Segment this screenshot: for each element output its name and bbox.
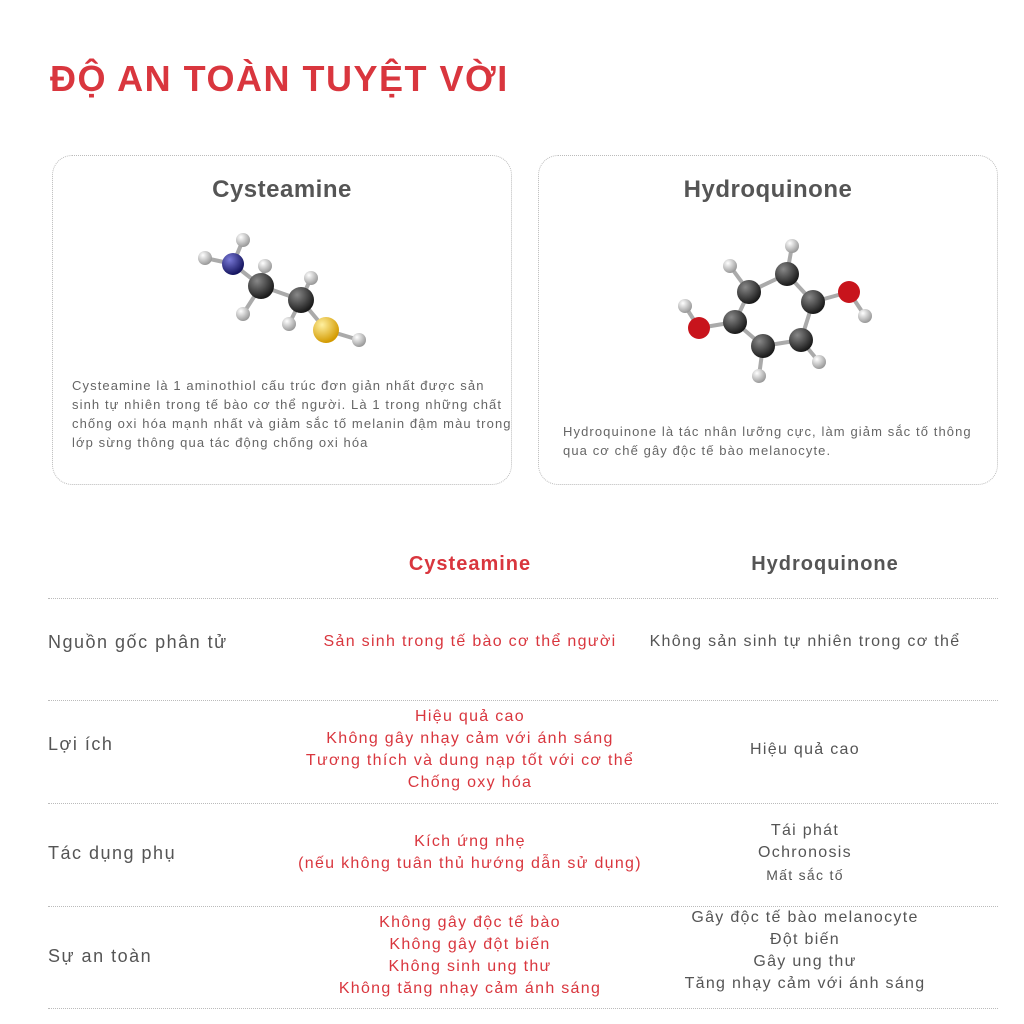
cell-line: Tái phát bbox=[770, 822, 840, 839]
hydroquinone-card-title: Hydroquinone bbox=[683, 176, 853, 203]
page-title: ĐỘ AN TOÀN TUYỆT VỜI bbox=[50, 58, 509, 99]
row-label: Sự an toàn bbox=[48, 945, 153, 966]
cell-line: Không tăng nhạy cảm ánh sáng bbox=[338, 980, 602, 997]
cell-line: Không gây độc tế bào bbox=[379, 914, 561, 931]
hydroquinone-cell bbox=[625, 805, 985, 901]
cysteamine-card bbox=[52, 155, 512, 485]
cell-line: Sản sinh trong tế bào cơ thể người bbox=[323, 633, 617, 650]
cysteamine-cell bbox=[265, 805, 675, 901]
cysteamine-cell bbox=[265, 702, 675, 798]
table-row-benefits bbox=[0, 702, 1024, 798]
hydroquinone-molecule-image bbox=[669, 234, 879, 394]
table-divider bbox=[48, 1008, 998, 1009]
cell-line: Chống oxy hóa bbox=[407, 774, 533, 791]
row-label: Lợi ích bbox=[48, 733, 114, 754]
cysteamine-cell bbox=[265, 906, 675, 1006]
table-row-molecule-origin bbox=[0, 605, 1024, 679]
table-row-safety bbox=[0, 906, 1024, 1006]
cell-line: Ochronosis bbox=[758, 844, 852, 861]
cell-line: (nếu không tuân thủ hướng dẫn sử dụng) bbox=[298, 855, 642, 872]
table-header-hydroquinone: Hydroquinone bbox=[751, 553, 899, 575]
hydroquinone-cell bbox=[625, 605, 985, 679]
row-label: Nguồn gốc phân tử bbox=[48, 631, 228, 652]
cell-line: Tương thích và dung nạp tốt với cơ thể bbox=[305, 752, 635, 769]
cell-line: Không gây đột biến bbox=[389, 936, 551, 953]
cysteamine-molecule-image bbox=[191, 228, 371, 358]
cell-line: Không gây nhạy cảm với ánh sáng bbox=[326, 730, 614, 747]
hydroquinone-cell bbox=[625, 906, 985, 996]
hydroquinone-cell bbox=[625, 702, 985, 798]
cell-line: Tăng nhạy cảm với ánh sáng bbox=[684, 975, 926, 992]
cell-line: Kích ứng nhẹ bbox=[414, 833, 526, 850]
cell-line: Không sinh ung thư bbox=[388, 958, 552, 975]
cell-line: Mất sắc tố bbox=[766, 867, 844, 883]
hydroquinone-card-description: Hydroquinone là tác nhân lưỡng cực, làm giảm sắc tố thông qua cơ chế gây độc tế bào melanocyte. bbox=[563, 424, 972, 458]
cysteamine-cell bbox=[265, 605, 675, 679]
table-row-side-effects bbox=[0, 805, 1024, 901]
cysteamine-card-title: Cysteamine bbox=[212, 176, 352, 203]
hydroquinone-card bbox=[538, 155, 998, 485]
cell-line: Hiệu quả cao bbox=[415, 708, 525, 725]
cell-line: Gây độc tế bào melanocyte bbox=[691, 909, 919, 926]
cysteamine-card-description: Cysteamine là 1 aminothiol cấu trúc đơn giản nhất được sản sinh tự nhiên trong tế bào cơ thể người. Là 1 trong những chất chống oxi hóa mạnh nhất và giảm sắc tố melanin đậm màu trong lớp sừng thông qua tác động chống oxi hóa bbox=[72, 378, 512, 450]
cell-line: Không sản sinh tự nhiên trong cơ thể bbox=[649, 633, 961, 650]
cell-line: Gây ung thư bbox=[753, 953, 857, 970]
cell-line: Đột biến bbox=[770, 931, 840, 948]
row-label: Tác dụng phụ bbox=[48, 842, 177, 863]
cell-line: Hiệu quả cao bbox=[750, 741, 860, 758]
table-divider bbox=[48, 598, 998, 599]
table-divider bbox=[48, 700, 998, 701]
table-divider bbox=[48, 803, 998, 804]
table-header-cysteamine: Cysteamine bbox=[408, 553, 532, 575]
